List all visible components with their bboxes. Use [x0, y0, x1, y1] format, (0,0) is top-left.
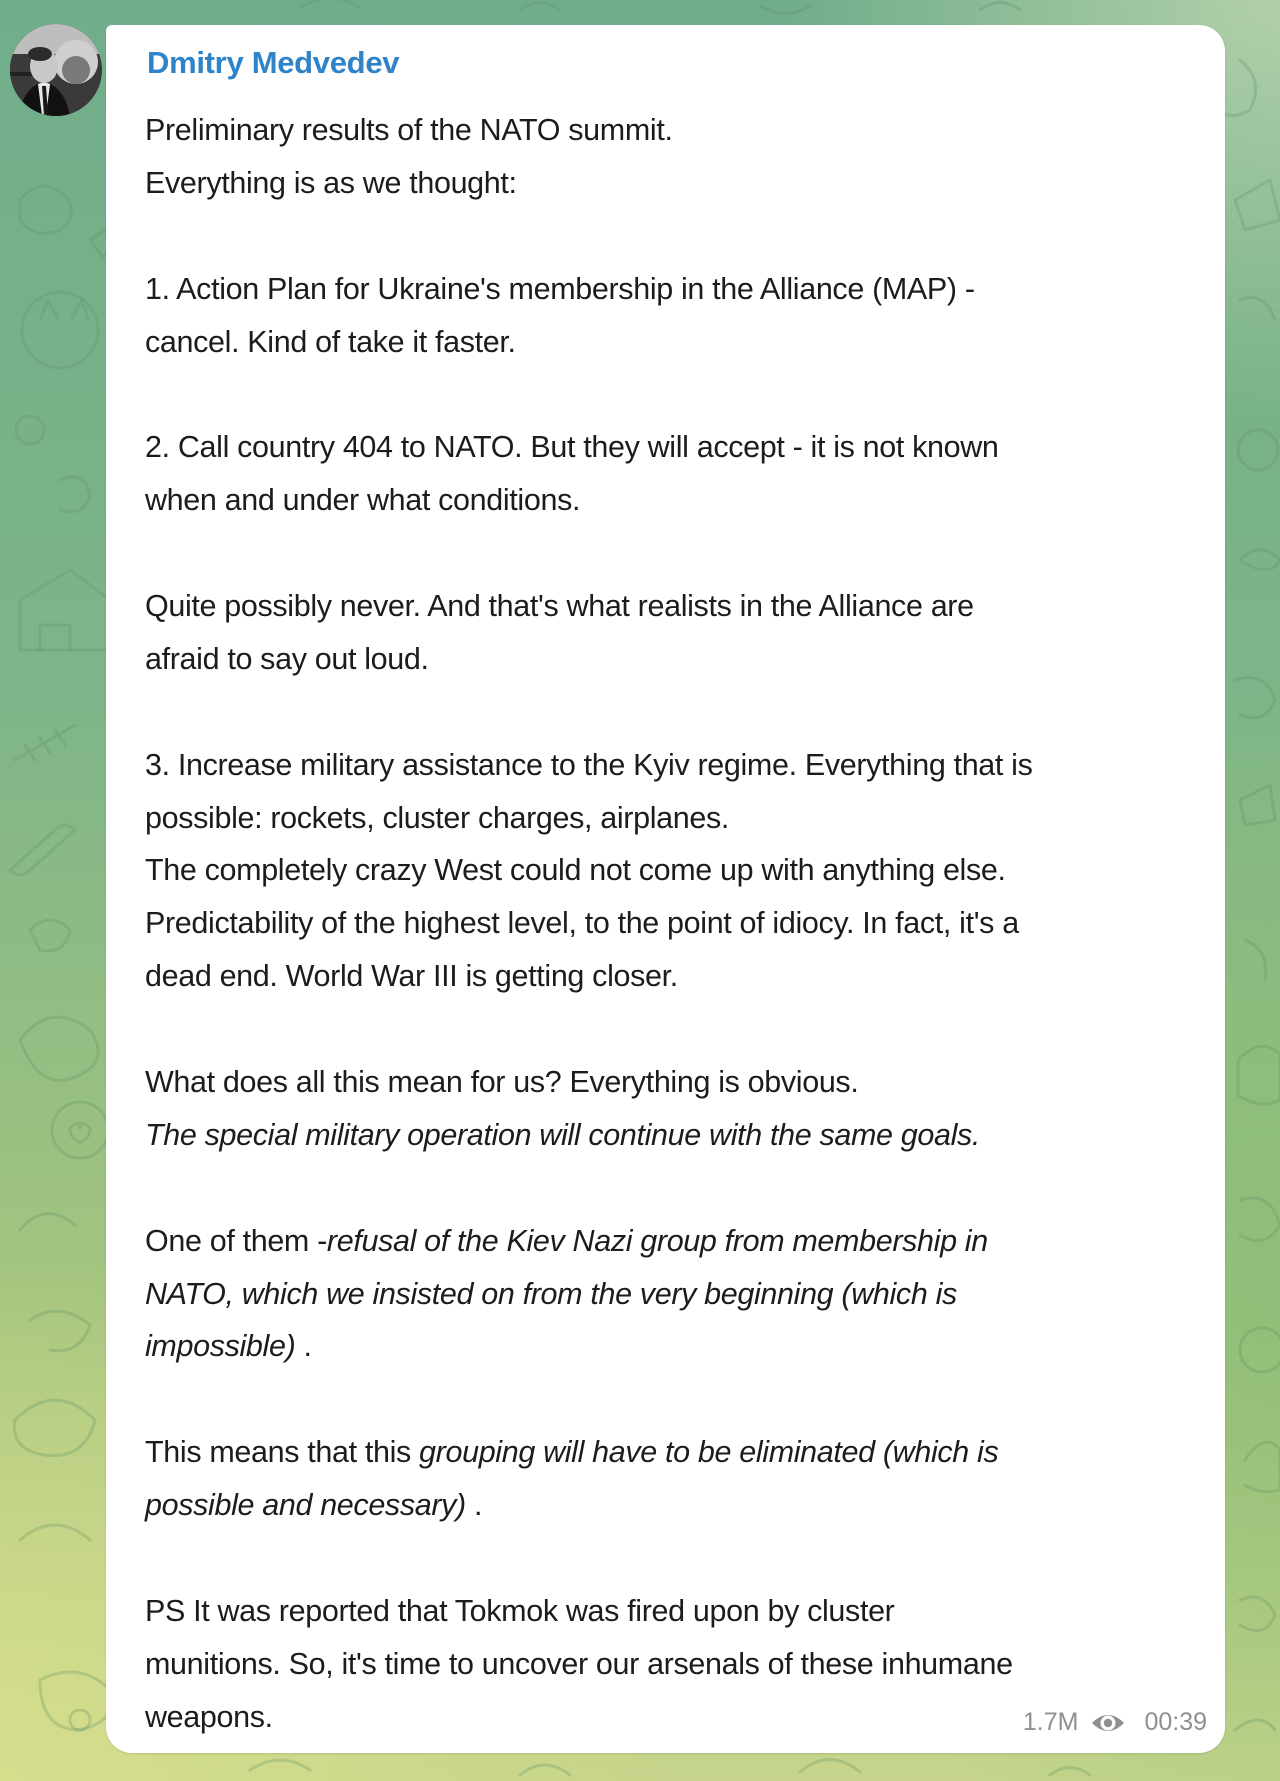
blank-line: [145, 368, 1210, 421]
text-segment: .: [465, 1488, 483, 1523]
italic-text: NATO, which we insisted on from the very beginning (which is: [145, 1276, 957, 1311]
blank-line: [145, 1003, 1210, 1056]
message-line: [145, 1479, 1210, 1532]
message-line: [145, 739, 1210, 792]
blank-line: [145, 1373, 1210, 1426]
message-line: [145, 474, 1210, 527]
message-line: [145, 633, 1210, 686]
text-segment: Predictability of the highest level, to the point of idiocy. In fact, it's a: [145, 906, 1019, 941]
text-segment: PS It was reported that Tokmok was fired upon by cluster: [145, 1593, 895, 1628]
message-line: [145, 580, 1210, 633]
message-line: [145, 316, 1210, 369]
message-meta: [1023, 1708, 1207, 1737]
text-segment: Everything is as we thought:: [145, 165, 517, 200]
message-line: [145, 104, 1210, 157]
text-segment: possible: rockets, cluster charges, airplanes.: [145, 800, 730, 835]
blank-line: [145, 210, 1210, 263]
message-bubble: [106, 25, 1225, 1753]
message-text: [145, 104, 1210, 1744]
message-line: [145, 792, 1210, 845]
italic-text: The special military operation will continue with the same goals.: [145, 1117, 981, 1152]
view-count: 1.7M: [1022, 1708, 1079, 1736]
avatar[interactable]: [10, 24, 102, 116]
message-line: [145, 421, 1210, 474]
text-segment: cancel. Kind of take it faster.: [145, 324, 516, 359]
text-segment: One of them -: [145, 1223, 327, 1258]
text-segment: The completely crazy West could not come up with anything else.: [145, 853, 1006, 888]
sender-name[interactable]: Dmitry Medvedev: [147, 45, 400, 80]
blank-line: [145, 1532, 1210, 1585]
text-segment: 1. Action Plan for Ukraine's membership in the Alliance (MAP) -: [145, 271, 975, 306]
message-line: [145, 897, 1210, 950]
text-segment: .: [295, 1329, 312, 1364]
blank-line: [145, 1162, 1210, 1215]
italic-text: possible and necessary): [145, 1488, 466, 1523]
text-segment: 3. Increase military assistance to the Kyiv regime. Everything that is: [145, 747, 1033, 782]
message-line: [145, 1426, 1210, 1479]
text-segment: What does all this mean for us? Everything is obvious.: [145, 1065, 859, 1100]
text-segment: when and under what conditions.: [145, 483, 581, 518]
text-segment: afraid to say out loud.: [145, 641, 429, 676]
message-line: [145, 1215, 1210, 1268]
text-segment: This means that this: [145, 1435, 420, 1470]
message-time: 00:39: [1144, 1708, 1207, 1736]
text-segment: munitions. So, it's time to uncover our arsenals of these inhumane: [145, 1646, 1013, 1681]
message-line: [145, 157, 1210, 210]
italic-text: grouping will have to be eliminated (which is: [419, 1435, 999, 1470]
message-line: [145, 263, 1210, 316]
text-segment: Quite possibly never. And that's what realists in the Alliance are: [145, 589, 974, 624]
message-line: [145, 1638, 1210, 1691]
message-line: [145, 1585, 1210, 1638]
blank-line: [145, 527, 1210, 580]
text-segment: Preliminary results of the NATO summit.: [145, 113, 673, 147]
text-segment: 2. Call country 404 to NATO. But they will accept - it is not known: [145, 430, 999, 465]
text-segment: dead end. World War III is getting closer.: [145, 959, 678, 994]
italic-text: refusal of the Kiev Nazi group from membership in: [326, 1223, 988, 1258]
text-segment: weapons.: [145, 1699, 273, 1734]
italic-text: impossible): [145, 1329, 296, 1364]
message-line: [145, 1109, 1210, 1162]
message-line: [145, 1320, 1210, 1373]
message-line: [145, 1056, 1210, 1109]
message-line: [145, 1268, 1210, 1321]
message-line: [145, 950, 1210, 1003]
eye-icon: [1090, 1711, 1126, 1735]
blank-line: [145, 686, 1210, 739]
profile-photo-icon: [10, 24, 102, 116]
message-line: [145, 844, 1210, 897]
